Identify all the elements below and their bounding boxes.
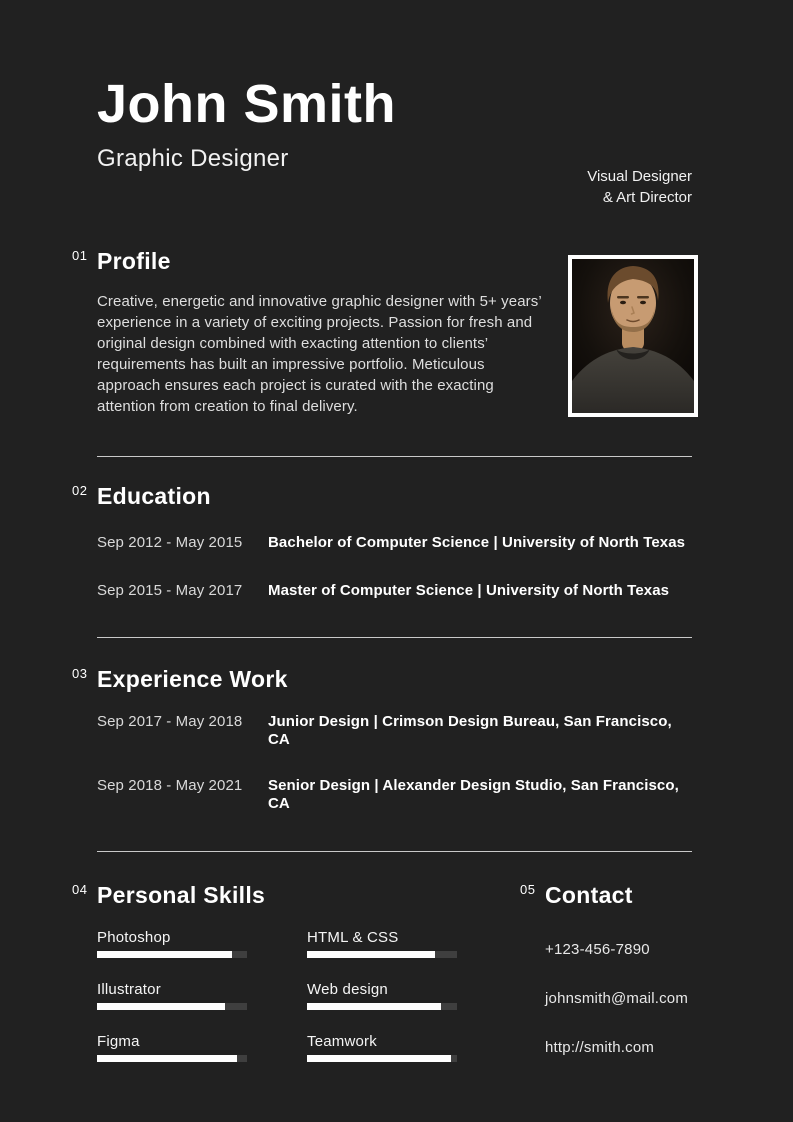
secondary-title	[587, 166, 692, 208]
person-name: John Smith	[97, 74, 396, 134]
section-divider	[97, 851, 692, 852]
skill-bar-fill	[307, 1055, 451, 1062]
skill-label: Teamwork	[307, 1033, 377, 1050]
portrait-photo-image	[572, 259, 694, 413]
skill-item	[97, 1033, 247, 1062]
contact-section	[520, 881, 692, 1088]
skill-label: HTML & CSS	[307, 929, 399, 946]
skill-bar-fill	[97, 1055, 237, 1062]
education-heading-label: Education	[97, 483, 211, 509]
section-number: 05	[520, 882, 536, 897]
section-number: 02	[72, 483, 88, 498]
skills-heading	[72, 881, 545, 909]
skill-label: Photoshop	[97, 929, 171, 946]
contact-email[interactable]: johnsmith@mail.com	[545, 990, 689, 1007]
section-number: 03	[72, 666, 88, 681]
skill-bar-track	[97, 1003, 247, 1010]
skill-bar-track	[97, 951, 247, 958]
skills-section	[72, 881, 545, 1088]
header-sub-row	[97, 146, 692, 208]
skills-column-right	[307, 929, 457, 1085]
skill-bar-track	[307, 951, 457, 958]
skill-label: Figma	[97, 1033, 140, 1050]
education-row	[97, 534, 692, 552]
skill-label: Web design	[307, 981, 388, 998]
education-description: Bachelor of Computer Science | University of North Texas	[268, 534, 686, 551]
skill-item	[307, 981, 457, 1010]
skill-bar-track	[307, 1055, 457, 1062]
skill-item	[307, 1033, 457, 1062]
contact-list	[545, 941, 692, 1057]
bottom-section	[72, 881, 692, 1088]
skill-bar-track	[307, 1003, 457, 1010]
resume-header	[97, 76, 692, 208]
secondary-title-line1: Visual Designer	[587, 168, 692, 185]
education-dates: Sep 2012 - May 2015	[97, 534, 243, 551]
experience-section	[72, 665, 692, 813]
contact-heading-label: Contact	[545, 882, 633, 908]
experience-heading	[72, 665, 692, 693]
contact-heading	[520, 881, 692, 909]
section-divider	[97, 456, 692, 457]
education-dates: Sep 2015 - May 2017	[97, 582, 243, 599]
skill-item	[97, 981, 247, 1010]
profile-photo	[568, 255, 698, 417]
experience-description: Senior Design | Alexander Design Studio, San Francisco, CA	[268, 777, 679, 812]
section-number: 04	[72, 882, 88, 897]
experience-dates: Sep 2017 - May 2018	[97, 713, 243, 730]
skills-columns	[97, 929, 545, 1085]
education-section	[72, 482, 692, 600]
profile-section	[72, 247, 692, 417]
experience-dates: Sep 2018 - May 2021	[97, 777, 243, 794]
skill-bar-track	[97, 1055, 247, 1062]
experience-description: Junior Design | Crimson Design Bureau, San Francisco, CA	[268, 713, 672, 748]
skill-bar-fill	[307, 951, 435, 958]
education-row	[97, 582, 692, 600]
secondary-title-line2: & Art Director	[602, 189, 692, 206]
skill-label: Illustrator	[97, 981, 161, 998]
skills-heading-label: Personal Skills	[97, 882, 266, 908]
skill-item	[307, 929, 457, 958]
contact-website[interactable]: http://smith.com	[545, 1039, 655, 1056]
skill-bar-fill	[97, 951, 232, 958]
job-title: Graphic Designer	[97, 145, 289, 172]
experience-heading-label: Experience Work	[97, 666, 288, 692]
section-divider	[97, 637, 692, 638]
skill-bar-fill	[97, 1003, 225, 1010]
skill-item	[97, 929, 247, 958]
education-heading	[72, 482, 692, 510]
profile-heading-label: Profile	[97, 248, 171, 274]
section-number: 01	[72, 248, 88, 263]
skills-column-left	[97, 929, 247, 1085]
experience-row	[97, 713, 692, 749]
experience-row	[97, 777, 692, 813]
profile-text: Creative, energetic and innovative graphic designer with 5+ years’ experience in a variety of exciting projects. Passion for fresh and original design combined with exacting attention to clients’ requirements has built an impressive portfolio. Meticulous approach ensures each project is curated with the exacting attention from creation to final delivery.	[97, 293, 542, 415]
education-description: Master of Computer Science | University of North Texas	[268, 582, 670, 599]
contact-phone[interactable]: +123-456-7890	[545, 941, 650, 958]
skill-bar-fill	[307, 1003, 441, 1010]
